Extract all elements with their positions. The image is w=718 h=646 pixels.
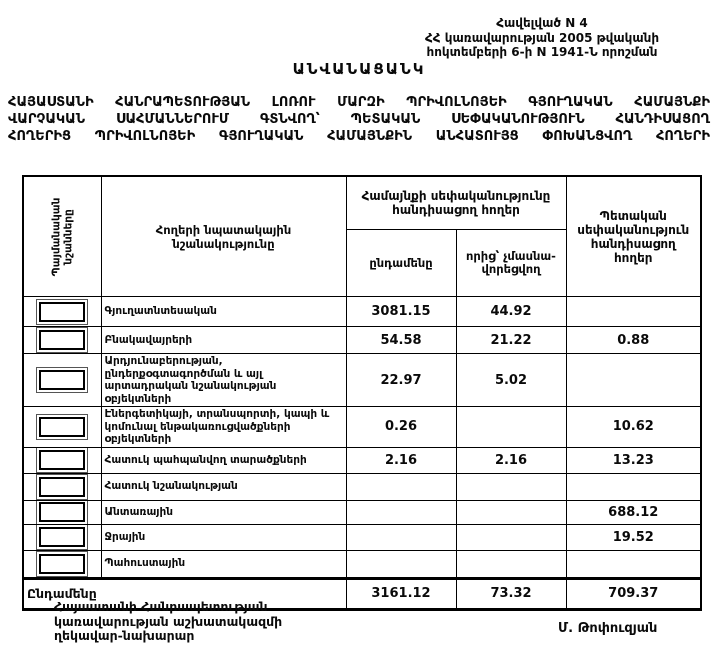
nonprivatized-cell <box>456 550 566 578</box>
state-cell <box>566 297 701 327</box>
symbol-cell <box>23 447 101 473</box>
symbol-cell <box>23 354 101 407</box>
community-total-cell <box>346 473 456 500</box>
state-lands-column-header: Պետական սեփականություն հանդիսացող հողեր <box>566 176 701 297</box>
community-lands-group-header: Համայնքի սեփականությունը հանդիսացող հողեր <box>346 176 566 230</box>
signature-name: Մ. Թոփուզյան <box>558 621 658 636</box>
annex-line: հոկտեմբերի 6-ի N 1941-Ն որոշման <box>426 45 658 59</box>
community-total-cell: 54.58 <box>346 327 456 354</box>
legend-box-icon <box>39 330 85 350</box>
purpose-cell: Արդյունաբերության, ընդերքօգտագործման և այլ արտադրական նշանակության օբյեկտների <box>101 354 346 407</box>
table-row <box>23 327 701 354</box>
legend-box-icon <box>39 527 85 547</box>
signatory-line: ղեկավար-նախարար <box>54 628 195 643</box>
subtitle-line: ՀԱՅԱՍՏԱՆԻ ՀԱՆՐԱՊԵՏՈՒԹՅԱՆ ԼՈՌՈՒ ՄԱՐԶԻ ՊՐԻՎՈԼՆՈՅԵԻ ԳՅՈՒՂԱԿԱՆ ՀԱՄԱՅՆՔԻ <box>8 95 710 110</box>
table-row <box>23 500 701 524</box>
nonprivatized-cell: 44.92 <box>456 297 566 327</box>
community-total-cell <box>346 524 456 550</box>
state-cell <box>566 550 701 578</box>
signatory-line: կառավարության աշխատակազմի <box>54 613 283 629</box>
grand-total-nonprivatized: 73.32 <box>456 578 566 609</box>
state-cell: 688.12 <box>566 500 701 524</box>
legend-box-icon <box>39 502 85 522</box>
state-cell: 0.88 <box>566 327 701 354</box>
state-cell: 10.62 <box>566 407 701 448</box>
grand-total-community: 3161.12 <box>346 578 456 609</box>
table-row <box>23 524 701 550</box>
community-total-cell <box>346 550 456 578</box>
annex-line: Հավելված N 4 <box>496 16 588 30</box>
purpose-cell: Էներգետիկայի, տրանսպորտի, կապի և կոմունալ ենթակառուցվածքների օբյեկտների <box>101 407 346 448</box>
purpose-column-header: Հողերի նպատակային նշանակությունը <box>101 176 346 297</box>
nonprivatized-cell <box>456 473 566 500</box>
table-row <box>23 447 701 473</box>
table-row <box>23 297 701 327</box>
symbol-cell <box>23 524 101 550</box>
symbol-cell <box>23 550 101 578</box>
community-total-cell: 22.97 <box>346 354 456 407</box>
grand-total-label: Ընդամենը <box>23 578 346 609</box>
table-row <box>23 473 701 500</box>
legend-box-icon <box>39 450 85 470</box>
purpose-cell: Հատուկ պահպանվող տարածքների <box>101 447 346 473</box>
purpose-cell: Գյուղատնտեսական <box>101 297 346 327</box>
purpose-cell: Ջրային <box>101 524 346 550</box>
subtitle-paragraph <box>8 94 710 145</box>
symbol-cell <box>23 500 101 524</box>
subtitle-line: ՎԱՐՉԱԿԱՆ ՍԱՀՄԱՆՆԵՐՈՒՄ ԳՏՆՎՈՂ՝ ՊԵՏԱԿԱՆ ՍԵՓԱԿԱՆՈՒԹՅՈՒՆ ՀԱՆԴԻՍԱՑՈՂ <box>8 112 710 127</box>
symbols-column-header <box>23 176 101 297</box>
nonprivatized-cell <box>456 500 566 524</box>
purpose-cell: Պահուստային <box>101 550 346 578</box>
community-total-cell: 3081.15 <box>346 297 456 327</box>
symbol-cell <box>23 407 101 448</box>
nonprivatized-cell: 2.16 <box>456 447 566 473</box>
table-row <box>23 550 701 578</box>
annex-reference-block <box>382 16 702 60</box>
purpose-cell: Բնակավայրերի <box>101 327 346 354</box>
header-row-1 <box>23 176 701 230</box>
legend-box-icon <box>39 554 85 574</box>
land-allocation-table <box>22 175 702 611</box>
nonprivatized-cell: 5.02 <box>456 354 566 407</box>
state-cell <box>566 473 701 500</box>
community-total-cell: 0.26 <box>346 407 456 448</box>
legend-box-icon <box>39 477 85 497</box>
legend-box-icon <box>39 302 85 322</box>
signatory-line: Հայաստանի Հանրապետության <box>54 599 268 614</box>
table-row <box>23 354 701 407</box>
page-title: ԱՆՎԱՆԱՑԱՆԿ <box>292 60 426 78</box>
nonprivatized-cell <box>456 407 566 448</box>
symbol-cell <box>23 297 101 327</box>
community-total-cell: 2.16 <box>346 447 456 473</box>
state-cell: 19.52 <box>566 524 701 550</box>
state-cell <box>566 354 701 407</box>
nonprivatized-cell <box>456 524 566 550</box>
nonprivatized-cell: 21.22 <box>456 327 566 354</box>
legend-box-icon <box>39 370 85 390</box>
community-total-subheader: ընդամենը <box>346 230 456 297</box>
purpose-cell: Անտառային <box>101 500 346 524</box>
symbol-cell <box>23 473 101 500</box>
subtitle-line: ՀՈՂԵՐԻՑ ՊՐԻՎՈԼՆՈՅԵԻ ԳՅՈՒՂԱԿԱՆ ՀԱՄԱՅՆՔԻՆ ԱՆՀԱՏՈՒՅՑ ՓՈԽԱՆՑՎՈՂ ՀՈՂԵՐԻ <box>8 129 710 144</box>
legend-box-icon <box>39 417 85 437</box>
community-total-cell <box>346 500 456 524</box>
symbol-cell <box>23 327 101 354</box>
grand-total-state: 709.37 <box>566 578 701 609</box>
state-cell: 13.23 <box>566 447 701 473</box>
community-nonprivatized-subheader: որից՝ չմասնա-վորեցվող <box>456 230 566 297</box>
table-row <box>23 407 701 448</box>
annex-line: ՀՀ կառավարության 2005 թվականի <box>424 30 660 45</box>
symbols-column-header-label: Պայմանական նշանները <box>50 197 75 276</box>
footer-signatory-block <box>54 600 282 644</box>
purpose-cell: Հատուկ նշանակության <box>101 473 346 500</box>
